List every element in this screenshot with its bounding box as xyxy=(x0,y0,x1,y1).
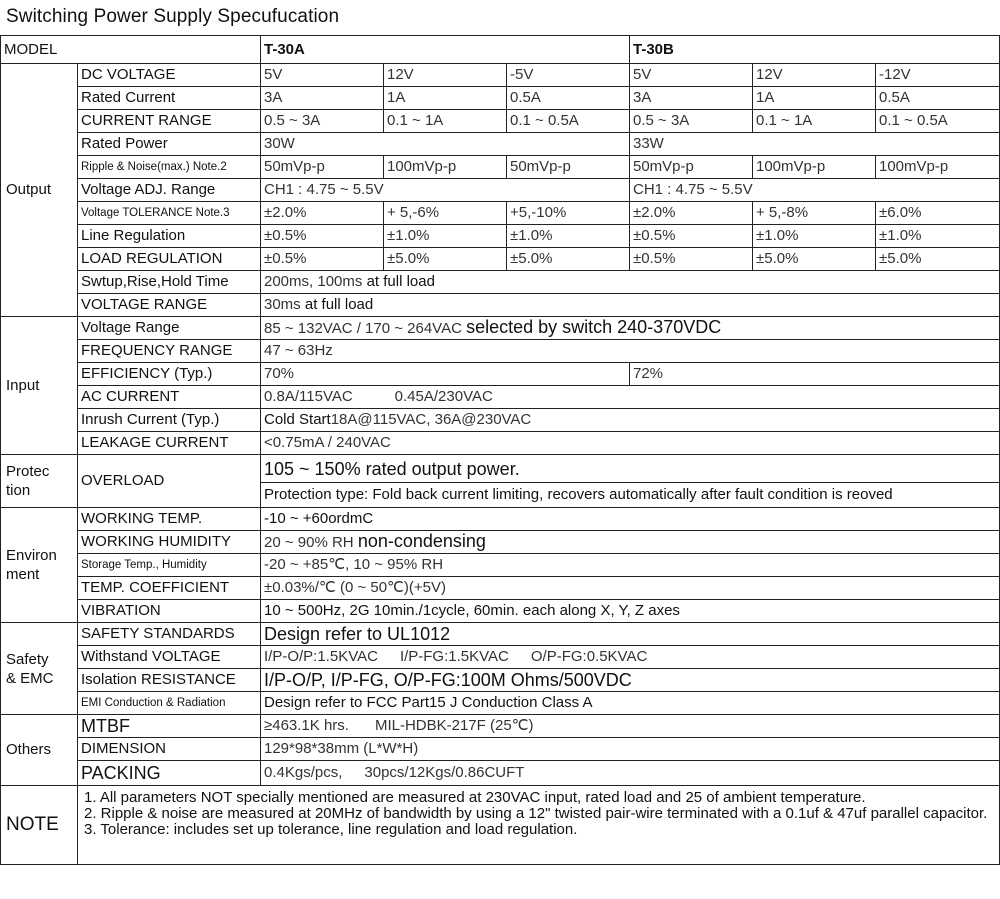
category-input: Input xyxy=(1,317,78,455)
table-cell: 1A xyxy=(753,87,876,110)
table-cell: ±2.0% xyxy=(630,202,753,225)
table-cell: + 5,-8% xyxy=(753,202,876,225)
table-cell: 105 ~ 150% rated output power. xyxy=(261,455,1000,483)
table-cell: 3A xyxy=(630,87,753,110)
row-label: LOAD REGULATION xyxy=(78,248,261,271)
table-row xyxy=(1,669,1000,692)
table-row xyxy=(1,786,1000,865)
table-row xyxy=(1,577,1000,600)
table-cell: ±2.0% xyxy=(261,202,384,225)
table-cell: 5V xyxy=(261,64,384,87)
note-line: 1. All parameters NOT specially mentioned are measured at 230VAC input, rated load and 25 of ambient temperature. xyxy=(84,789,866,806)
category-others: Others xyxy=(1,715,78,786)
table-cell xyxy=(261,386,1000,409)
table-cell xyxy=(261,317,1000,340)
table-row xyxy=(1,317,1000,340)
table-row xyxy=(1,340,1000,363)
table-cell: ±0.5% xyxy=(630,225,753,248)
table-cell: +5,-10% xyxy=(507,202,630,225)
table-row xyxy=(1,531,1000,554)
table-cell: 33W xyxy=(630,133,1000,156)
row-label: WORKING HUMIDITY xyxy=(78,531,261,554)
note-line: 3. Tolerance: includes set up tolerance, line regulation and load regulation. xyxy=(84,821,578,838)
model-row xyxy=(1,36,1000,64)
table-cell: 10 ~ 500Hz, 2G 10min./1cycle, 60min. each along X, Y, Z axes xyxy=(261,600,1000,623)
table-row xyxy=(1,294,1000,317)
table-cell: ±0.5% xyxy=(261,248,384,271)
row-label: LEAKAGE CURRENT xyxy=(78,432,261,455)
table-cell: Design refer to UL1012 xyxy=(261,623,1000,646)
table-cell: ±1.0% xyxy=(384,225,507,248)
table-cell: ±5.0% xyxy=(507,248,630,271)
table-row xyxy=(1,363,1000,386)
table-cell: 0.5 ~ 3A xyxy=(630,110,753,133)
table-row xyxy=(1,156,1000,179)
table-cell: 0.5 ~ 3A xyxy=(261,110,384,133)
table-cell: 129*98*38mm (L*W*H) xyxy=(261,738,1000,761)
model-a: T-30A xyxy=(261,36,630,64)
table-row xyxy=(1,409,1000,432)
row-label: OVERLOAD xyxy=(78,455,261,508)
row-label: Line Regulation xyxy=(78,225,261,248)
note-cell xyxy=(78,786,1000,865)
category-protection-line2: tion xyxy=(6,482,31,499)
table-cell: 47 ~ 63Hz xyxy=(261,340,1000,363)
row-label: DIMENSION xyxy=(78,738,261,761)
row-label: VOLTAGE RANGE xyxy=(78,294,261,317)
row-label: Rated Current xyxy=(78,87,261,110)
table-row xyxy=(1,554,1000,577)
table-cell xyxy=(261,715,1000,738)
row-label: Voltage TOLERANCE Note.3 xyxy=(78,202,261,225)
withstand-value-2: I/P-FG:1.5KVAC xyxy=(399,648,509,665)
row-label: PACKING xyxy=(78,761,261,786)
table-cell: 3A xyxy=(261,87,384,110)
table-row xyxy=(1,386,1000,409)
row-label: FREQUENCY RANGE xyxy=(78,340,261,363)
table-row xyxy=(1,64,1000,87)
table-cell: ±5.0% xyxy=(876,248,1000,271)
table-cell: ±0.03%/℃ (0 ~ 50℃)(+5V) xyxy=(261,577,1000,600)
category-protection-line1: Protec xyxy=(6,463,50,480)
table-row xyxy=(1,508,1000,531)
table-row xyxy=(1,600,1000,623)
table-cell: 50mVp-p xyxy=(630,156,753,179)
row-label: Ripple & Noise(max.) Note.2 xyxy=(78,156,261,179)
table-cell: ±1.0% xyxy=(507,225,630,248)
table-cell: 100mVp-p xyxy=(753,156,876,179)
model-label: MODEL xyxy=(1,36,261,64)
table-cell: CH1 : 4.75 ~ 5.5V xyxy=(261,179,630,202)
table-row xyxy=(1,225,1000,248)
category-environment xyxy=(1,508,78,623)
table-cell: 12V xyxy=(753,64,876,87)
table-cell: CH1 : 4.75 ~ 5.5V xyxy=(630,179,1000,202)
row-label: Voltage Range xyxy=(78,317,261,340)
table-cell xyxy=(261,294,1000,317)
note-line: 2. Ripple & noise are measured at 20MHz of bandwidth by using a 12" twisted pair-wire terminated with a 0.1uf & 47uf parallel capacitor. xyxy=(84,805,988,822)
table-cell: ±5.0% xyxy=(753,248,876,271)
page-title: Switching Power Supply Specufucation xyxy=(6,6,340,27)
table-row xyxy=(1,646,1000,669)
category-protection xyxy=(1,455,78,508)
table-row xyxy=(1,623,1000,646)
setup-time-suffix: at full load xyxy=(366,273,435,290)
row-label: EMI Conduction & Radiation xyxy=(78,692,261,715)
table-cell: 50mVp-p xyxy=(261,156,384,179)
row-label: Storage Temp., Humidity xyxy=(78,554,261,577)
table-row xyxy=(1,271,1000,294)
table-row xyxy=(1,761,1000,786)
category-environment-line2: ment xyxy=(6,566,40,583)
table-row xyxy=(1,692,1000,715)
table-cell: 0.1 ~ 1A xyxy=(753,110,876,133)
table-cell: ±0.5% xyxy=(261,225,384,248)
mtbf-value-1: ≥463.1K hrs. xyxy=(264,717,349,734)
table-row xyxy=(1,432,1000,455)
table-cell xyxy=(261,761,1000,786)
row-label: Rated Power xyxy=(78,133,261,156)
row-label: MTBF xyxy=(78,715,261,738)
table-cell: 70% xyxy=(261,363,630,386)
table-cell: 0.1 ~ 1A xyxy=(384,110,507,133)
row-label: CURRENT RANGE xyxy=(78,110,261,133)
table-cell: 1A xyxy=(384,87,507,110)
input-voltage-suffix: selected by switch 240-370VDC xyxy=(466,317,722,337)
table-cell xyxy=(261,646,1000,669)
table-cell: 0.1 ~ 0.5A xyxy=(507,110,630,133)
setup-time-value: 200ms, 100ms xyxy=(264,273,363,290)
table-cell: I/P-O/P, I/P-FG, O/P-FG:100M Ohms/500VDC xyxy=(261,669,1000,692)
category-safety-line1: Safety xyxy=(6,650,49,668)
ac-current-value-2: 0.45A/230VAC xyxy=(394,388,493,405)
voltage-range-value: 30ms xyxy=(264,296,301,313)
table-cell: ±6.0% xyxy=(876,202,1000,225)
table-cell: ±1.0% xyxy=(753,225,876,248)
inrush-value: 18A@115VAC, 36A@230VAC xyxy=(330,411,532,428)
table-cell: ±1.0% xyxy=(876,225,1000,248)
table-row xyxy=(1,179,1000,202)
table-row xyxy=(1,133,1000,156)
row-label: TEMP. COEFFICIENT xyxy=(78,577,261,600)
table-cell: Protection type: Fold back current limiting, recovers automatically after fault condition is reoved xyxy=(261,483,1000,508)
table-row xyxy=(1,715,1000,738)
humidity-value: 20 ~ 90% RH xyxy=(264,534,354,551)
ac-current-value-1: 0.8A/115VAC xyxy=(264,388,353,405)
table-cell: -20 ~ +85℃, 10 ~ 95% RH xyxy=(261,554,1000,577)
table-cell: 0.1 ~ 0.5A xyxy=(876,110,1000,133)
table-row xyxy=(1,248,1000,271)
row-label: Withstand VOLTAGE xyxy=(78,646,261,669)
table-row xyxy=(1,455,1000,483)
table-cell: 5V xyxy=(630,64,753,87)
input-voltage-value: 85 ~ 132VAC / 170 ~ 264VAC xyxy=(264,320,462,337)
spec-table xyxy=(0,35,1000,865)
inrush-prefix: Cold Start xyxy=(264,411,331,428)
table-cell: 0.5A xyxy=(876,87,1000,110)
table-cell: 12V xyxy=(384,64,507,87)
row-label: Isolation RESISTANCE xyxy=(78,669,261,692)
packing-value-1: 0.4Kgs/pcs, xyxy=(264,764,343,781)
withstand-value-3: O/P-FG:0.5KVAC xyxy=(530,648,648,665)
mtbf-value-2: MIL-HDBK-217F (25℃) xyxy=(374,717,534,734)
category-environment-line1: Environ xyxy=(6,547,57,564)
row-label: DC VOLTAGE xyxy=(78,64,261,87)
table-cell xyxy=(261,271,1000,294)
row-label: Inrush Current (Typ.) xyxy=(78,409,261,432)
table-cell: 0.5A xyxy=(507,87,630,110)
model-b: T-30B xyxy=(630,36,1000,64)
table-cell xyxy=(261,409,1000,432)
table-cell: Design refer to FCC Part15 J Conduction Class A xyxy=(261,692,1000,715)
category-output: Output xyxy=(1,64,78,317)
table-cell: ±5.0% xyxy=(384,248,507,271)
table-cell: ±0.5% xyxy=(630,248,753,271)
row-label: Swtup,Rise,Hold Time xyxy=(78,271,261,294)
table-cell: -10 ~ +60ordmC xyxy=(261,508,1000,531)
table-row xyxy=(1,738,1000,761)
table-cell: 30W xyxy=(261,133,630,156)
voltage-range-suffix: at full load xyxy=(304,296,374,313)
row-label: SAFETY STANDARDS xyxy=(78,623,261,646)
category-note: NOTE xyxy=(1,786,78,865)
row-label: EFFICIENCY (Typ.) xyxy=(78,363,261,386)
category-safety xyxy=(1,623,78,715)
withstand-value-1: I/P-O/P:1.5KVAC xyxy=(264,648,378,665)
row-label: Voltage ADJ. Range xyxy=(78,179,261,202)
table-cell: 100mVp-p xyxy=(876,156,1000,179)
category-safety-line2: & EMC xyxy=(6,669,54,687)
humidity-suffix: non-condensing xyxy=(357,531,486,551)
row-label: VIBRATION xyxy=(78,600,261,623)
table-row xyxy=(1,110,1000,133)
table-cell xyxy=(261,531,1000,554)
table-cell: 100mVp-p xyxy=(384,156,507,179)
table-cell: 50mVp-p xyxy=(507,156,630,179)
row-label: AC CURRENT xyxy=(78,386,261,409)
table-cell: 72% xyxy=(630,363,1000,386)
table-cell: -5V xyxy=(507,64,630,87)
table-cell: -12V xyxy=(876,64,1000,87)
table-row xyxy=(1,87,1000,110)
table-cell: <0.75mA / 240VAC xyxy=(261,432,1000,455)
row-label: WORKING TEMP. xyxy=(78,508,261,531)
table-cell: + 5,-6% xyxy=(384,202,507,225)
packing-value-2: 30pcs/12Kgs/0.86CUFT xyxy=(364,764,525,781)
table-row xyxy=(1,202,1000,225)
